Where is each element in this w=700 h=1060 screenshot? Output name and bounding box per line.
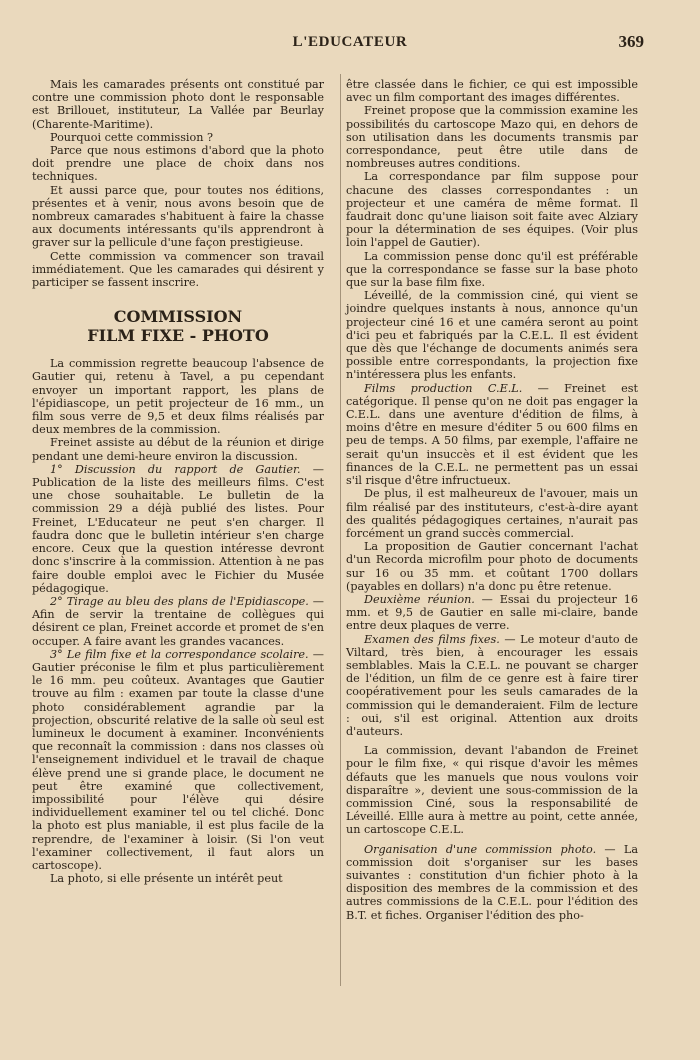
paragraph: être classée dans le fichier, ce qui est impossible avec un film comportant des images différentes. <box>346 78 638 105</box>
paragraph <box>32 463 324 595</box>
right-column <box>346 78 638 922</box>
paragraph: Mais les camarades présents ont constitué par contre une commission photo dont le responsable est Brillouet, instituteur, La Vallée par Beurlay (Charente-Maritime). <box>32 78 324 131</box>
paragraph: Cette commission va commencer son travail immédiatement. Que les camarades qui désirent y participer se fassent inscrire. <box>32 249 324 290</box>
paragraph: La photo, si elle présente un intérêt peut <box>50 872 283 886</box>
paragraph <box>346 382 638 488</box>
section-title-line: FILM FIXE - PHOTO <box>87 326 269 346</box>
page-header <box>30 34 670 56</box>
paragraph <box>346 843 638 922</box>
paragraph: Parce que nous estimons d'abord que la photo doit prendre une place de choix dans nos techniques. <box>32 144 324 184</box>
paragraph-body: — Afin de servir la trentaine de collègues qui désirent ce plan, Freinet accorde et promet de s'en occuper. A faire avant les grandes vacances. <box>32 594 324 648</box>
paragraph-body: — Freinet est catégorique. Il pense qu'on ne doit pas engager la C.E.L. dans une aventure d'édition de films, à moins d'être en mesure d'éditer 5 ou 600 films en peu de temps. A 50 films, par exemple, l'affaire ne serait qu'un insuccès et il est évident que les finances de la C.E.L. ne permettent pas un essai s'il risque d'être infructueux. <box>346 381 638 488</box>
column-divider <box>340 74 341 986</box>
paragraph-lead: Examen des films fixes. <box>364 632 500 646</box>
paragraph: Freinet propose que la commission examine les possibilités du cartoscope Mazo qui, en dehors de son utilisation dans les documents transmis par correspondance, peut être utile dans de nombreuses autres conditions. <box>346 104 638 171</box>
paragraph: Freinet assiste au début de la réunion et dirige pendant une demi-heure environ la discussion. <box>32 436 324 463</box>
paragraph: De plus, il est malheureux de l'avouer, mais un film réalisé par des instituteurs, c'est-à-dire ayant des qualités pédagogiques certaines, n'aurait pas forcément un grand succès commercial. <box>346 487 638 540</box>
paragraph <box>32 595 324 648</box>
paragraph: La correspondance par film suppose pour chacune des classes correspondantes : un projecteur et une caméra de même format. Il faudrait donc qu'une liaison soit faite avec Alziary pour la détermination de ses équipes. (Voir plus loin l'appel de Gautier). <box>346 170 638 250</box>
section-title-line: COMMISSION <box>113 307 243 327</box>
page-number: 369 <box>618 32 644 51</box>
paragraph-lead: Films production C.E.L. <box>364 381 523 395</box>
paragraph <box>346 593 638 633</box>
paragraph-lead: 3° Le film fixe et la correspondance scolaire. <box>50 647 309 661</box>
paragraph-body: — Publication de la liste des meilleurs films. C'est une chose souhaitable. Le bulletin de la commission 29 a déjà publié des listes. Pour Freinet, L'Educateur ne peut s'en charger. Il faudra donc que le bulletin intérieur s'en charge encore. Ceux que la question intéresse devront donc s'inscrire à la commission. Attention à ne pas faire double emploi avec le Fichier du Musée pédagogique. <box>32 462 324 595</box>
section-title <box>32 307 324 345</box>
paragraph-body: — Essai du projecteur 16 mm. et 9,5 de Gautier en salle mi-claire, bande entre deux plaques de verre. <box>346 592 638 633</box>
paragraph-lead: Organisation d'une commission photo. <box>364 842 597 856</box>
paragraph-lead: 2° Tirage au bleu des plans de l'Epidiascope. <box>50 594 309 608</box>
paragraph <box>346 633 638 739</box>
paragraph: Et aussi parce que, pour toutes nos éditions, présentes et à venir, nous avons besoin que de nombreux camarades s'habituent à faire la chasse aux documents intéressants qu'ils apprendront à graver sur la pellicule d'une façon prestigieuse. <box>32 183 324 250</box>
paragraph <box>32 648 324 872</box>
left-column <box>32 78 324 885</box>
paragraph-lead: Deuxième réunion. <box>364 592 475 606</box>
paragraph: La proposition de Gautier concernant l'achat d'un Recorda microfilm pour photo de documents sur 16 ou 35 mm. et coûtant 1700 dollars (payables en dollars) n'a donc pu être retenue. <box>346 540 638 593</box>
paragraph-body: — Le moteur d'auto de Viltard, très bien, à encourager les essais semblables. Mais la C.E.L. ne pouvant se charger de l'édition, un film de ce genre est à faire tirer coopérativement pour les seuls camarades de la commission qui le demanderaient. Film de lecture : oui, s'il est original. Attention aux droits d'auteurs. <box>346 632 638 738</box>
paragraph-lead: 1° Discussion du rapport de Gautier. <box>50 462 301 476</box>
paragraph: Pourquoi cette commission ? <box>50 130 214 144</box>
running-title: L'EDUCATEUR <box>292 34 408 50</box>
paragraph-body: — Gautier préconise le film et plus particulièrement le 16 mm. peu coûteux. Avantages que Gautier trouve au film : examen par toute la classe d'une photo considérablement agrandie par la projection, obscurité relative de la salle où seul est lumineux le document à examiner. Inconvénients que reconnaît la commission : dans nos classes où l'enseignement individuel et le travail de chaque élève prend une si grande place, le document ne peut être examiné que collectivement, impossibilité pour l'élève qui désire individuellement examiner tel ou tel cliché. Donc la photo est plus maniable, il est plus facile de la reprendre, de l'examiner à loisir. (Si l'on veut l'examiner collectivement, il faut alors un cartoscope). <box>32 647 324 872</box>
paragraph-body: — La commission doit s'organiser sur les bases suivantes : constitution d'un fichier photo à la disposition des membres de la commission et des autres commissions de la C.E.L. pour l'édition des B.T. et fiches. Organiser l'édition des pho- <box>346 842 638 922</box>
paragraph: Léveillé, de la commission ciné, qui vient se joindre quelques instants à nous, annonce qu'un projecteur ciné 16 et une caméra seront au point d'ici peu et fabriqués par la C.E.L. Il est évident que dès que l'échange de documents animés sera possible entre correspondants, la projection fixe n'intéressera plus les enfants. <box>346 289 638 382</box>
paragraph: La commission regrette beaucoup l'absence de Gautier qui, retenu à Tavel, a pu cependant envoyer un important rapport, les plans de l'épidiascope, un petit projecteur de 16 mm., un film sous verre de 9,5 et deux films réalisés par deux membres de la commission. <box>32 357 324 437</box>
paragraph: La commission pense donc qu'il est préférable que la correspondance se fasse sur la base photo que sur la base film fixe. <box>346 249 638 290</box>
paragraph: La commission, devant l'abandon de Freinet pour le film fixe, « qui risque d'avoir les mêmes défauts que les manuels que nous voulons voir disparaître », devient une sous-commission de la commission Ciné, sous la responsabilité de Léveillé. Ellle aura à mettre au point, cette année, un cartoscope C.E.L. <box>346 744 638 837</box>
